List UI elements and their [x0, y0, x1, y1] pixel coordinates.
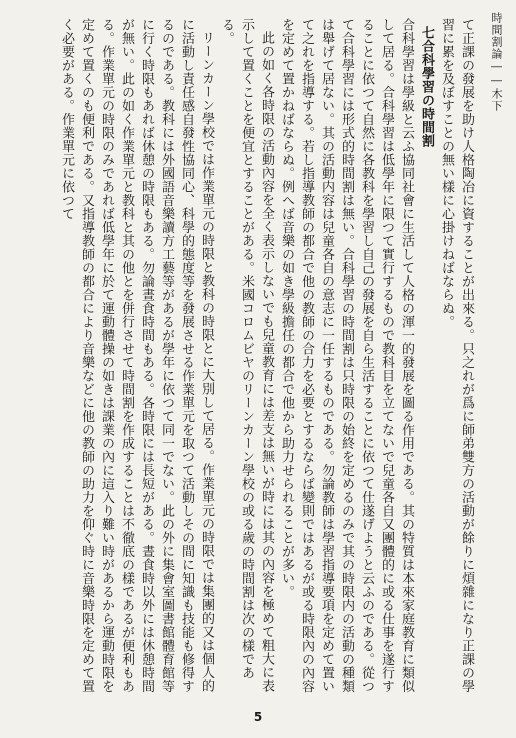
running-head: 時間割論――木下: [490, 12, 503, 112]
section-heading: [416, 18, 436, 698]
paragraph: 合科學習は學級と云ふ協同社會に生活して人格の渾一的發展を圖る作用である。其の特質は本來家庭教育に類似して居る。合科學習は低學年に限つて實行するもので教科目を立てないで兒童各自又團體的に或る仕事を遂行することに依つて自然に各教科を學習し自己の發展を自ら生活することに依つて仕遂げようと云ふのである。從つて合科學習には形式的時間割は無い。合科學習の時間割は只時限の始終を定めるのみで其の時限内の活動の種類は舉げて居ない。其の活動内容は兒童各自の意志に一任するものである。勿論教師は學習指導要項を定めて置いて之れを指導する。若し指導教師の都合で他の教師の合力を必要とするならば變則ではあるが或る時限內の內容を定めて置かねばならぬ。例へば音樂の如き學級擔任の都合で他から助力せられることが多い。: [279, 18, 414, 693]
paragraph: 此の如く各時限の活動內容を全く表示しないでも兒童教育には差支は無いが時には其の內容を極めて粗大に表示して置くことを便宜とすることがある。米國コロムビヤのリーンカーン學校の或る歲の時間割は次の樣である。: [219, 18, 274, 693]
section-number: 七: [419, 26, 434, 40]
section-title: 合科學習の時間割: [419, 39, 434, 148]
body-text: [26, 18, 476, 698]
paragraph-continuation: て正課の發展を助け人格陶冶に資することが出來る。只之れが爲に師弟雙方の活動が餘りに煩雜になり正課の學習に累を及ぼすことの無い樣に心掛けねばならぬ。: [439, 18, 474, 693]
paragraph: リーンカーン學校では作業單元の時限と教科の時限とに大別して居る。作業單元の時限では集團的又は個人的に活動し責任感自發性協同心、科學的態度等を發展させる作業單元を取つて活動しその間に知識も技能も修得するのである。教科には外國語音樂讀方工藝等があるが學年に依つて同一でない。此の外に集會室圖書館體育館等に行く時限もあれば休憩の時限もある。勿論晝食時間もある。各時限には長短がある。晝食時以外には休憩時間が無い。此の如く作業單元と教科と其の他とを併行させて時間割を作成することは不徹底の樣であるが便利もある。作業單元の時限のみであれば低學年に於て運動體操の如きは課業の內に這入り難い時があるから運動時限を定めて置くのも便利である。又指導教師の都合により音樂などに他の教師の助力を仰ぐ時に音樂時限を定めて置く必要がある。作業單元に依つて: [59, 18, 214, 693]
page-number: 5: [253, 710, 263, 724]
